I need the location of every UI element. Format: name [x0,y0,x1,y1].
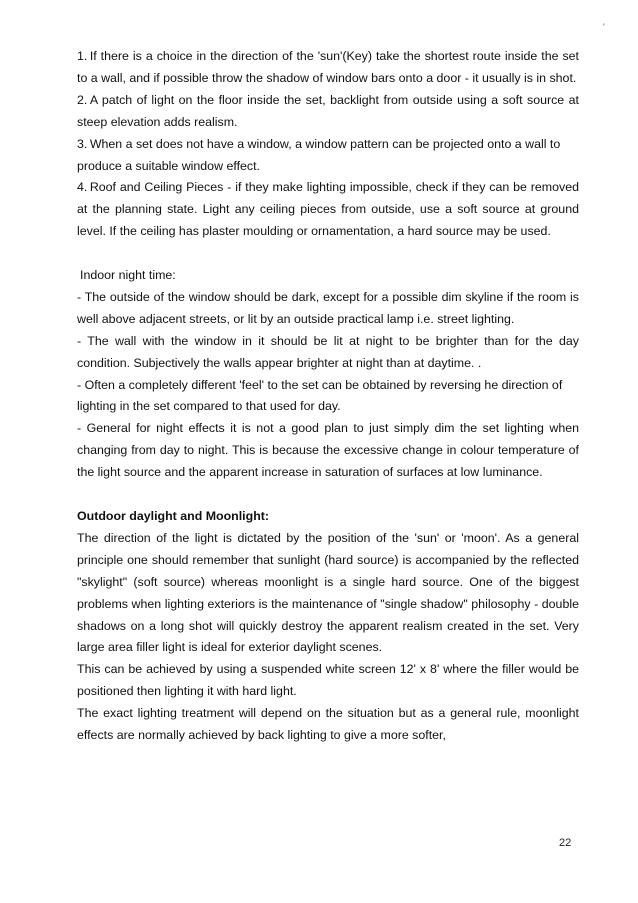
body-text [77,46,579,747]
indoor-night-point-2: - The wall with the window in it should be lit at night to be brighter than for the day condition. Subjectively the walls appear brighter at night than at daytime. . [77,333,579,370]
paragraph-gap [77,484,579,506]
corner-mark: ' [603,22,605,32]
indoor-night-point-1: - The outside of the window should be dark, except for a possible dim skyline if the room is well above adjacent streets, or lit by an outside practical lamp i.e. street lighting. [77,289,579,326]
outdoor-paragraph-1: The direction of the light is dictated by the position of the 'sun' or 'moon'. As a general principle one should remember that sunlight (hard source) is accompanied by the reflected "skylight" (soft source) whereas moonlight is a single hard source. One of the biggest problems when lighting exteriors is the maintenance of "single shadow" philosophy - double shadows on a long shot will quickly destroy the apparent realism created in the set. Very large area filler light is ideal for exterior daylight scenes. [77,530,579,655]
paragraph-gap [77,243,579,265]
page-number: 22 [559,837,572,849]
list-item-3: 3. When a set does not have a window, a window pattern can be projected onto a wall to produce a suitable window effect. [77,136,561,173]
outdoor-paragraph-2: This can be achieved by using a suspended white screen 12' x 8' where the filler would be positioned then lighting it with hard light. [77,662,579,699]
outdoor-paragraph-3: The exact lighting treatment will depend on the situation but as a general rule, moonlight effects are normally achieved by back lighting to give a more softer, [77,706,579,743]
indoor-night-title: Indoor night time: [80,268,176,283]
list-item-2: 2. A patch of light on the floor inside the set, backlight from outside using a soft source at steep elevation adds realism. [77,92,579,129]
outdoor-heading: Outdoor daylight and Moonlight: [77,509,270,523]
list-item-4: 4. Roof and Ceiling Pieces - if they make lighting impossible, check if they can be removed at the planning state. Light any ceiling pieces from outside, use a soft source at ground level. If the ceiling has plaster moulding or ornamentation, a hard source may be used. [77,180,579,239]
list-item-1: 1. If there is a choice in the direction of the 'sun'(Key) take the shortest route inside the set to a wall, and if possible throw the shadow of window bars onto a door - it usually is in shot. [77,49,579,85]
indoor-night-point-3: - Often a completely different 'feel' to the set can be obtained by reversing he direction of lighting in the set compared to that used for day. [77,377,563,414]
indoor-night-point-4: - General for night effects it is not a good plan to just simply dim the set lighting when changing from day to night. This is because the excessive change in colour temperature of the light source and the apparent increase in saturation of surfaces at low luminance. [77,421,579,480]
